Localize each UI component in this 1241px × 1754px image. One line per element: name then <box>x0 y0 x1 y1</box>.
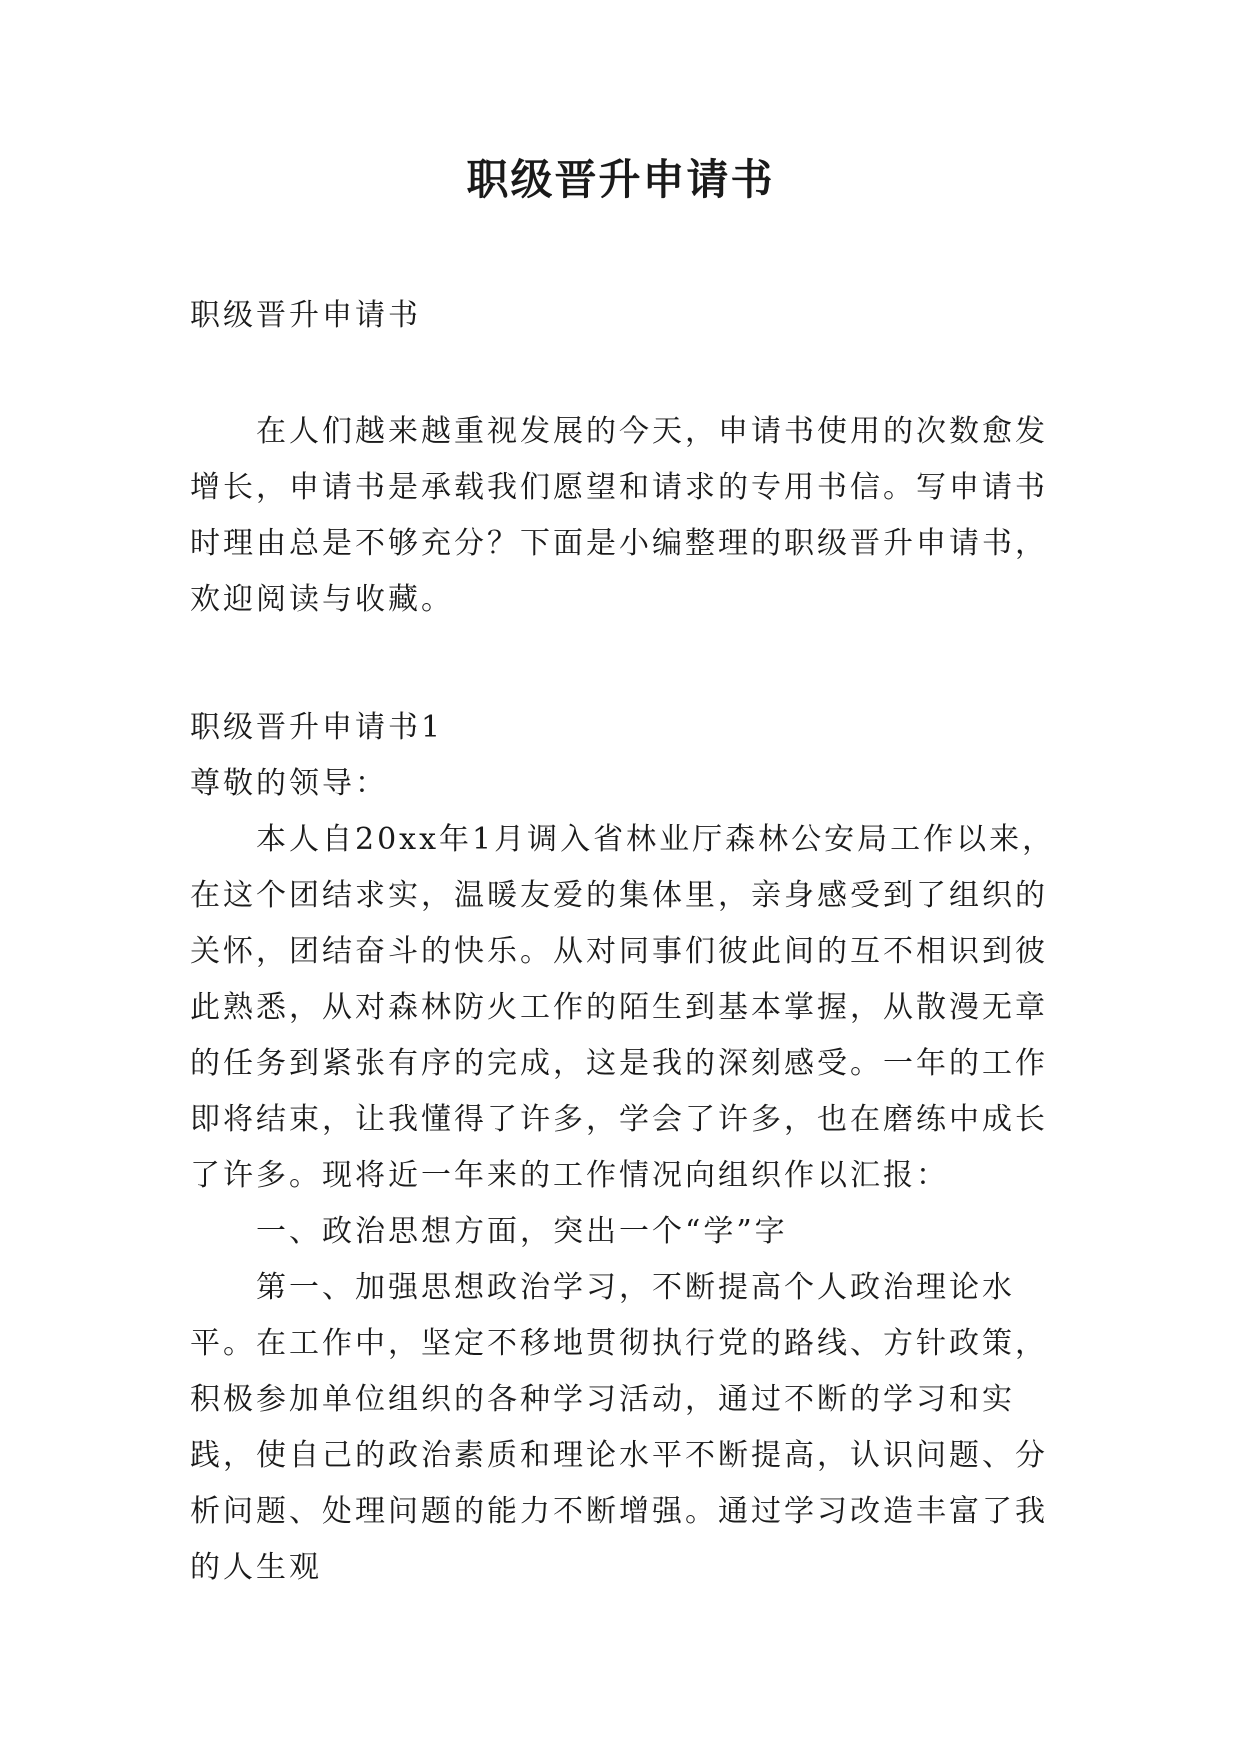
letter-section <box>190 700 1060 1596</box>
body-paragraph: 本人自20xx年1月调入省林业厅森林公安局工作以来，在这个团结求实，温暖友爱的集体里，亲身感受到了组织的关怀，团结奋斗的快乐。从对同事们彼此间的互不相识到彼此熟悉，从对森林防火工作的陌生到基本掌握，从散漫无章的任务到紧张有序的完成，这是我的深刻感受。一年的工作即将结束，让我懂得了许多，学会了许多，也在磨练中成长了许多。现将近一年来的工作情况向组织作以汇报： <box>190 822 1056 1193</box>
section-heading: 职级晋升申请书1 <box>190 710 444 745</box>
document-title: 职级晋升申请书 <box>466 155 775 204</box>
intro-paragraph: 在人们越来越重视发展的今天，申请书使用的次数愈发增长，申请书是承载我们愿望和请求的专用书信。写申请书时理由总是不够充分？下面是小编整理的职级晋升申请书，欢迎阅读与收藏。 <box>190 414 1048 617</box>
salutation: 尊敬的领导： <box>190 766 388 801</box>
body-paragraph: 第一、加强思想政治学习，不断提高个人政治理论水平。在工作中，坚定不移地贯彻执行党的路线、方针政策，积极参加单位组织的各种学习活动，通过不断的学习和实践，使自己的政治素质和理论水平不断提高，认识问题、分析问题、处理问题的能力不断增强。通过学习改造丰富了我的人生观 <box>190 1270 1048 1585</box>
document-subtitle: 职级晋升申请书 <box>190 298 421 333</box>
subsection-heading: 一、政治思想方面，突出一个“学”字 <box>256 1214 788 1249</box>
